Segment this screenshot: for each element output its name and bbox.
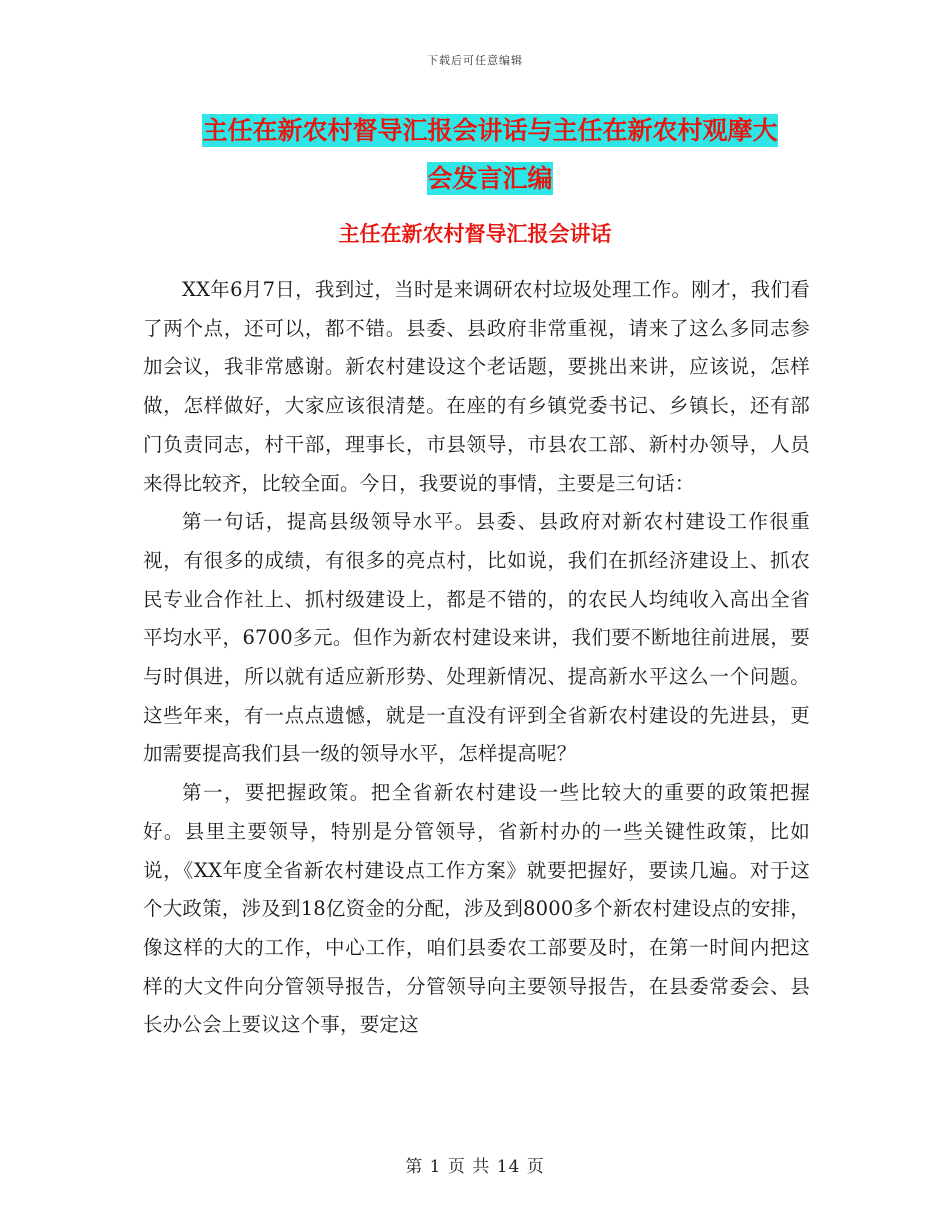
header-note: 下载后可任意编辑 <box>427 54 523 67</box>
paragraph-2: 第一句话，提高县级领导水平。县委、县政府对新农村建设工作很重视，有很多的成绩，有很多的亮点村，比如说，我们在抓经济建设上、抓农民专业合作社上、抓村级建设上，都是不错的，的农民人均纯收入高出全省平均水平，6700多元。但作为新农村建设来讲，我们要不断地往前进展，要与时俱进，所以就有适应新形势、处理新情况、提高新水平这么一个问题。这些年来，有一点点遗憾，就是一直没有评到全省新农村建设的先进县，更加需要提高我们县一级的领导水平，怎样提高呢？ <box>143 510 810 766</box>
paragraph-1: XX年6月7日，我到过，当时是来调研农村垃圾处理工作。刚才，我们看了两个点，还可以，都不错。县委、县政府非常重视，请来了这么多同志参加会议，我非常感谢。新农村建设这个老话题，要挑出来讲，应该说，怎样做，怎样做好，大家应该很清楚。在座的有乡镇党委书记、乡镇长，还有部门负责同志，村干部，理事长，市县领导，市县农工部、新村办领导，人员来得比较齐，比较全面。今日，我要说的事情，主要是三句话： <box>143 278 810 495</box>
page-footer: 第 1 页 共 14 页 <box>405 1157 545 1177</box>
paragraph-3: 第一，要把握政策。把全省新农村建设一些比较大的重要的政策把握好。县里主要领导，特别是分管领导，省新村办的一些关键性政策，比如说，《XX年度全省新农村建设点工作方案》就要把握好，要读几遍。对于这个大政策，涉及到18亿资金的分配，涉及到8000多个新农村建设点的安排，像这样的大的工作，中心工作，咱们县委农工部要及时，在第一时间内把这样的大文件向分管领导报告，分管领导向主要领导报告，在县委常委会、县长办公会上要议这个事，要定这 <box>143 781 810 1037</box>
document-title <box>145 107 835 203</box>
document-title-line-2: 会发言汇编 <box>427 164 553 193</box>
section-title: 主任在新农村督导汇报会讲话 <box>338 221 612 246</box>
body-text <box>143 271 810 1045</box>
document-title-line-1: 主任在新农村督导汇报会讲话与主任在新农村观摩大 <box>202 116 778 145</box>
